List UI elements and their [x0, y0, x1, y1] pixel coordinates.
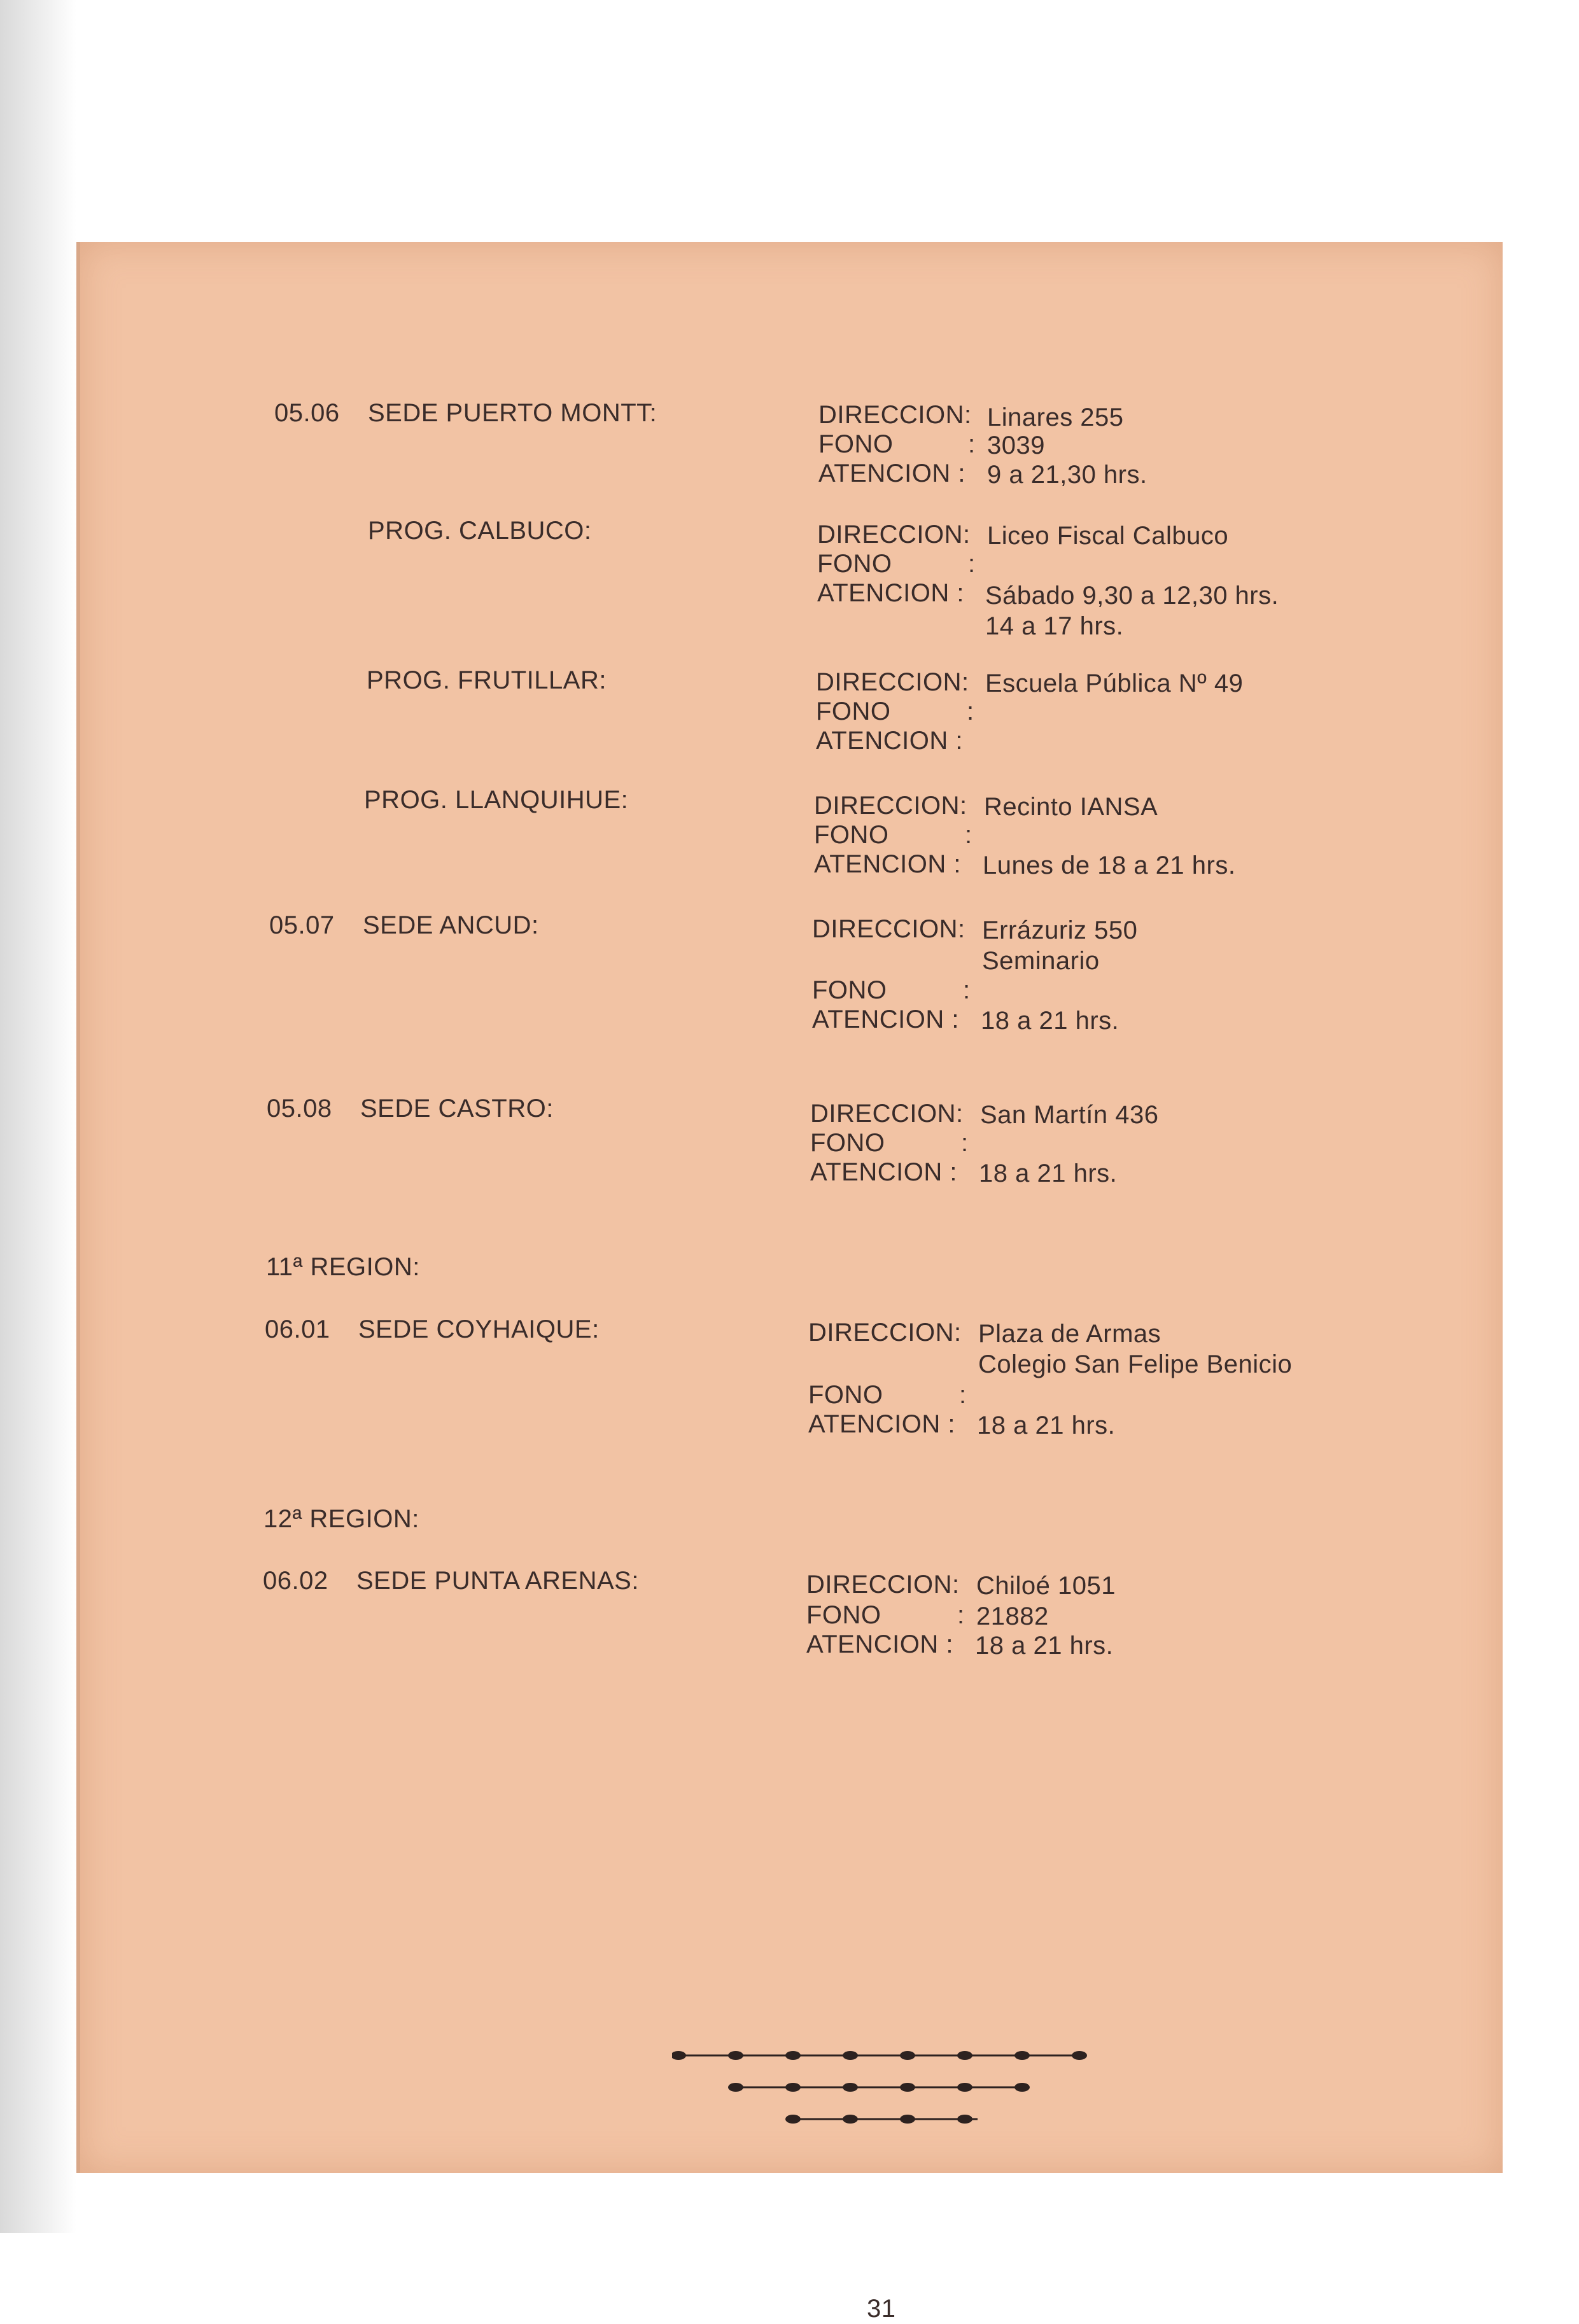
entry-name: PROG. LLANQUIHUE: — [364, 786, 629, 814]
document-page — [76, 242, 1503, 2323]
direccion-value: San Martín 436 — [980, 1101, 1159, 1129]
direccion-label: DIRECCION: — [806, 1571, 960, 1599]
entry-name: SEDE CASTRO: — [360, 1095, 554, 1123]
entry-name: PROG. FRUTILLAR: — [367, 666, 607, 694]
fono-colon: : — [967, 697, 974, 725]
fono-label: FONO — [817, 550, 892, 578]
region-heading: 12ª REGION: — [263, 1505, 419, 1533]
atencion-label: ATENCION : — [817, 579, 964, 607]
atencion-label: ATENCION : — [810, 1158, 957, 1186]
direccion-label: DIRECCION: — [808, 1319, 962, 1347]
entry-name: SEDE ANCUD: — [363, 911, 539, 939]
fono-label: FONO — [816, 697, 891, 725]
entry-name: SEDE COYHAIQUE: — [358, 1315, 600, 1343]
direccion-value: Linares 255 — [987, 403, 1124, 431]
entry-name: SEDE PUNTA ARENAS: — [356, 1567, 639, 1595]
atencion-value: 18 a 21 hrs. — [975, 1632, 1114, 1660]
direccion-value: Chiloé 1051 — [976, 1572, 1116, 1600]
direccion-value: Errázuriz 550 — [982, 916, 1138, 944]
fono-value: 3039 — [987, 431, 1045, 459]
direccion-label: DIRECCION: — [816, 668, 969, 696]
fono-label: FONO — [814, 821, 889, 849]
direccion-value: Colegio San Felipe Benicio — [978, 1350, 1293, 1378]
decorative-ornament-icon — [672, 2043, 1092, 2132]
direccion-label: DIRECCION: — [812, 915, 965, 943]
atencion-value: Lunes de 18 a 21 hrs. — [983, 851, 1236, 879]
entry-name: PROG. CALBUCO: — [368, 517, 592, 545]
atencion-value: Sábado 9,30 a 12,30 hrs. — [985, 582, 1279, 610]
atencion-value: 18 a 21 hrs. — [981, 1007, 1119, 1035]
atencion-value: 18 a 21 hrs. — [979, 1159, 1118, 1187]
direccion-label: DIRECCION: — [814, 792, 967, 820]
atencion-value: 14 a 17 hrs. — [985, 612, 1124, 640]
direccion-label: DIRECCION: — [818, 401, 972, 429]
entry-name: SEDE PUERTO MONTT: — [368, 399, 657, 427]
fono-colon: : — [957, 1601, 965, 1629]
atencion-label: ATENCION : — [814, 850, 961, 878]
fono-colon: : — [968, 550, 976, 578]
direccion-label: DIRECCION: — [810, 1100, 964, 1128]
fono-label: FONO — [812, 976, 887, 1004]
atencion-label: ATENCION : — [816, 727, 963, 755]
atencion-value: 9 a 21,30 hrs. — [987, 461, 1147, 489]
page-number: 31 — [867, 2295, 896, 2323]
direccion-value: Plaza de Armas — [978, 1320, 1161, 1348]
fono-colon: : — [968, 430, 976, 458]
entry-code: 06.01 — [265, 1315, 330, 1343]
fono-colon: : — [965, 821, 972, 849]
atencion-label: ATENCION : — [808, 1410, 955, 1438]
fono-value: 21882 — [976, 1602, 1049, 1630]
atencion-value: 18 a 21 hrs. — [977, 1411, 1116, 1439]
entry-code: 05.08 — [267, 1095, 332, 1123]
direccion-value: Recinto IANSA — [984, 793, 1158, 821]
direccion-value: Escuela Pública Nº 49 — [985, 669, 1244, 697]
fono-colon: : — [959, 1381, 967, 1409]
direccion-label: DIRECCION: — [817, 521, 971, 549]
fono-label: FONO — [806, 1601, 881, 1629]
entry-code: 06.02 — [263, 1567, 328, 1595]
fono-label: FONO — [808, 1381, 883, 1409]
atencion-label: ATENCION : — [812, 1005, 959, 1033]
atencion-label: ATENCION : — [818, 459, 965, 487]
fono-colon: : — [963, 976, 971, 1004]
fono-label: FONO — [818, 430, 894, 458]
direccion-value: Seminario — [982, 947, 1100, 975]
atencion-label: ATENCION : — [806, 1630, 953, 1658]
fono-label: FONO — [810, 1129, 885, 1157]
entry-code: 05.06 — [274, 399, 340, 427]
fono-colon: : — [961, 1129, 969, 1157]
region-heading: 11ª REGION: — [266, 1253, 420, 1281]
entry-code: 05.07 — [269, 911, 335, 939]
direccion-value: Liceo Fiscal Calbuco — [987, 522, 1229, 550]
